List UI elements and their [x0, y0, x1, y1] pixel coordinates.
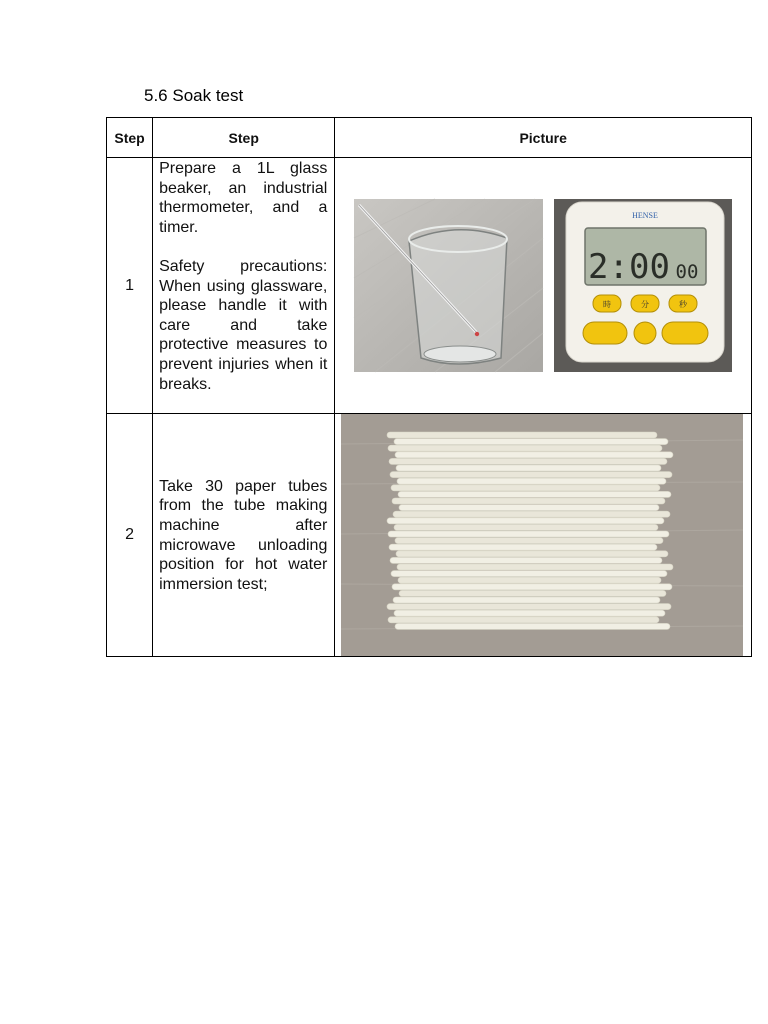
safety-paragraph: Safety precautions: When using glassware, please handle it with care and take protective measures to prevent injuries when it breaks. — [159, 257, 328, 393]
beaker-photo — [354, 199, 543, 372]
step-paragraph: Prepare a 1L glass beaker, an industrial thermometer, and a timer. — [159, 160, 328, 236]
paper-tube — [391, 485, 660, 491]
timer-photo — [554, 199, 732, 372]
paper-tube — [394, 439, 668, 445]
timer-brand: HENSE — [632, 211, 659, 220]
paper-tube — [398, 577, 661, 583]
step-paragraph: Take 30 paper tubes from the tube making machine after microwave unloading position for hot water immersion test; — [159, 477, 328, 593]
paper-tube — [399, 590, 666, 596]
paper-tube — [397, 478, 666, 484]
paper-tube — [396, 465, 661, 471]
timer-button-seconds: 秒 — [679, 300, 688, 309]
paper-tube — [395, 623, 670, 629]
paper-tube — [398, 491, 671, 497]
paper-tube — [399, 505, 659, 511]
section-heading: 5.6 Soak test — [144, 86, 244, 105]
header-step: Step — [153, 118, 335, 158]
paper-tube — [394, 524, 658, 530]
step-number: 2 — [107, 414, 153, 657]
picture-cell — [335, 414, 752, 657]
paper-tube — [395, 452, 673, 458]
paper-tube — [390, 472, 672, 478]
paper-tube — [394, 610, 665, 616]
paper-tube — [391, 571, 667, 577]
paper-tube — [396, 551, 668, 557]
paper-tube — [389, 544, 657, 550]
step-description — [153, 414, 335, 657]
table-row — [107, 158, 752, 414]
paper-tube — [395, 538, 663, 544]
header-step-number: Step — [107, 118, 153, 158]
paper-tube — [397, 564, 673, 570]
step-number: 1 — [107, 158, 153, 414]
paper-tube — [393, 511, 670, 517]
picture-cell — [335, 158, 752, 414]
paper-tube — [387, 604, 671, 610]
table-header-row — [107, 118, 752, 158]
paper-tube — [388, 617, 659, 623]
paper-tube — [389, 458, 667, 464]
paper-tube — [390, 557, 662, 563]
paper-tube — [387, 518, 664, 524]
paper-tube — [387, 432, 657, 438]
table-row — [107, 414, 752, 657]
soak-test-table — [106, 117, 752, 657]
paper-tube — [388, 445, 662, 451]
step-description — [153, 158, 335, 414]
paper-tubes-photo — [335, 414, 751, 656]
paper-tube — [392, 584, 672, 590]
timer-button-hours: 時 — [603, 300, 612, 309]
timer-button-minutes: 分 — [641, 300, 650, 309]
paper-tube — [392, 498, 665, 504]
timer-display-seconds: 00 — [675, 261, 699, 283]
paper-tube — [388, 531, 669, 537]
paper-tube — [393, 597, 660, 603]
timer-display: 2:00 — [588, 247, 671, 287]
header-picture: Picture — [335, 118, 752, 158]
